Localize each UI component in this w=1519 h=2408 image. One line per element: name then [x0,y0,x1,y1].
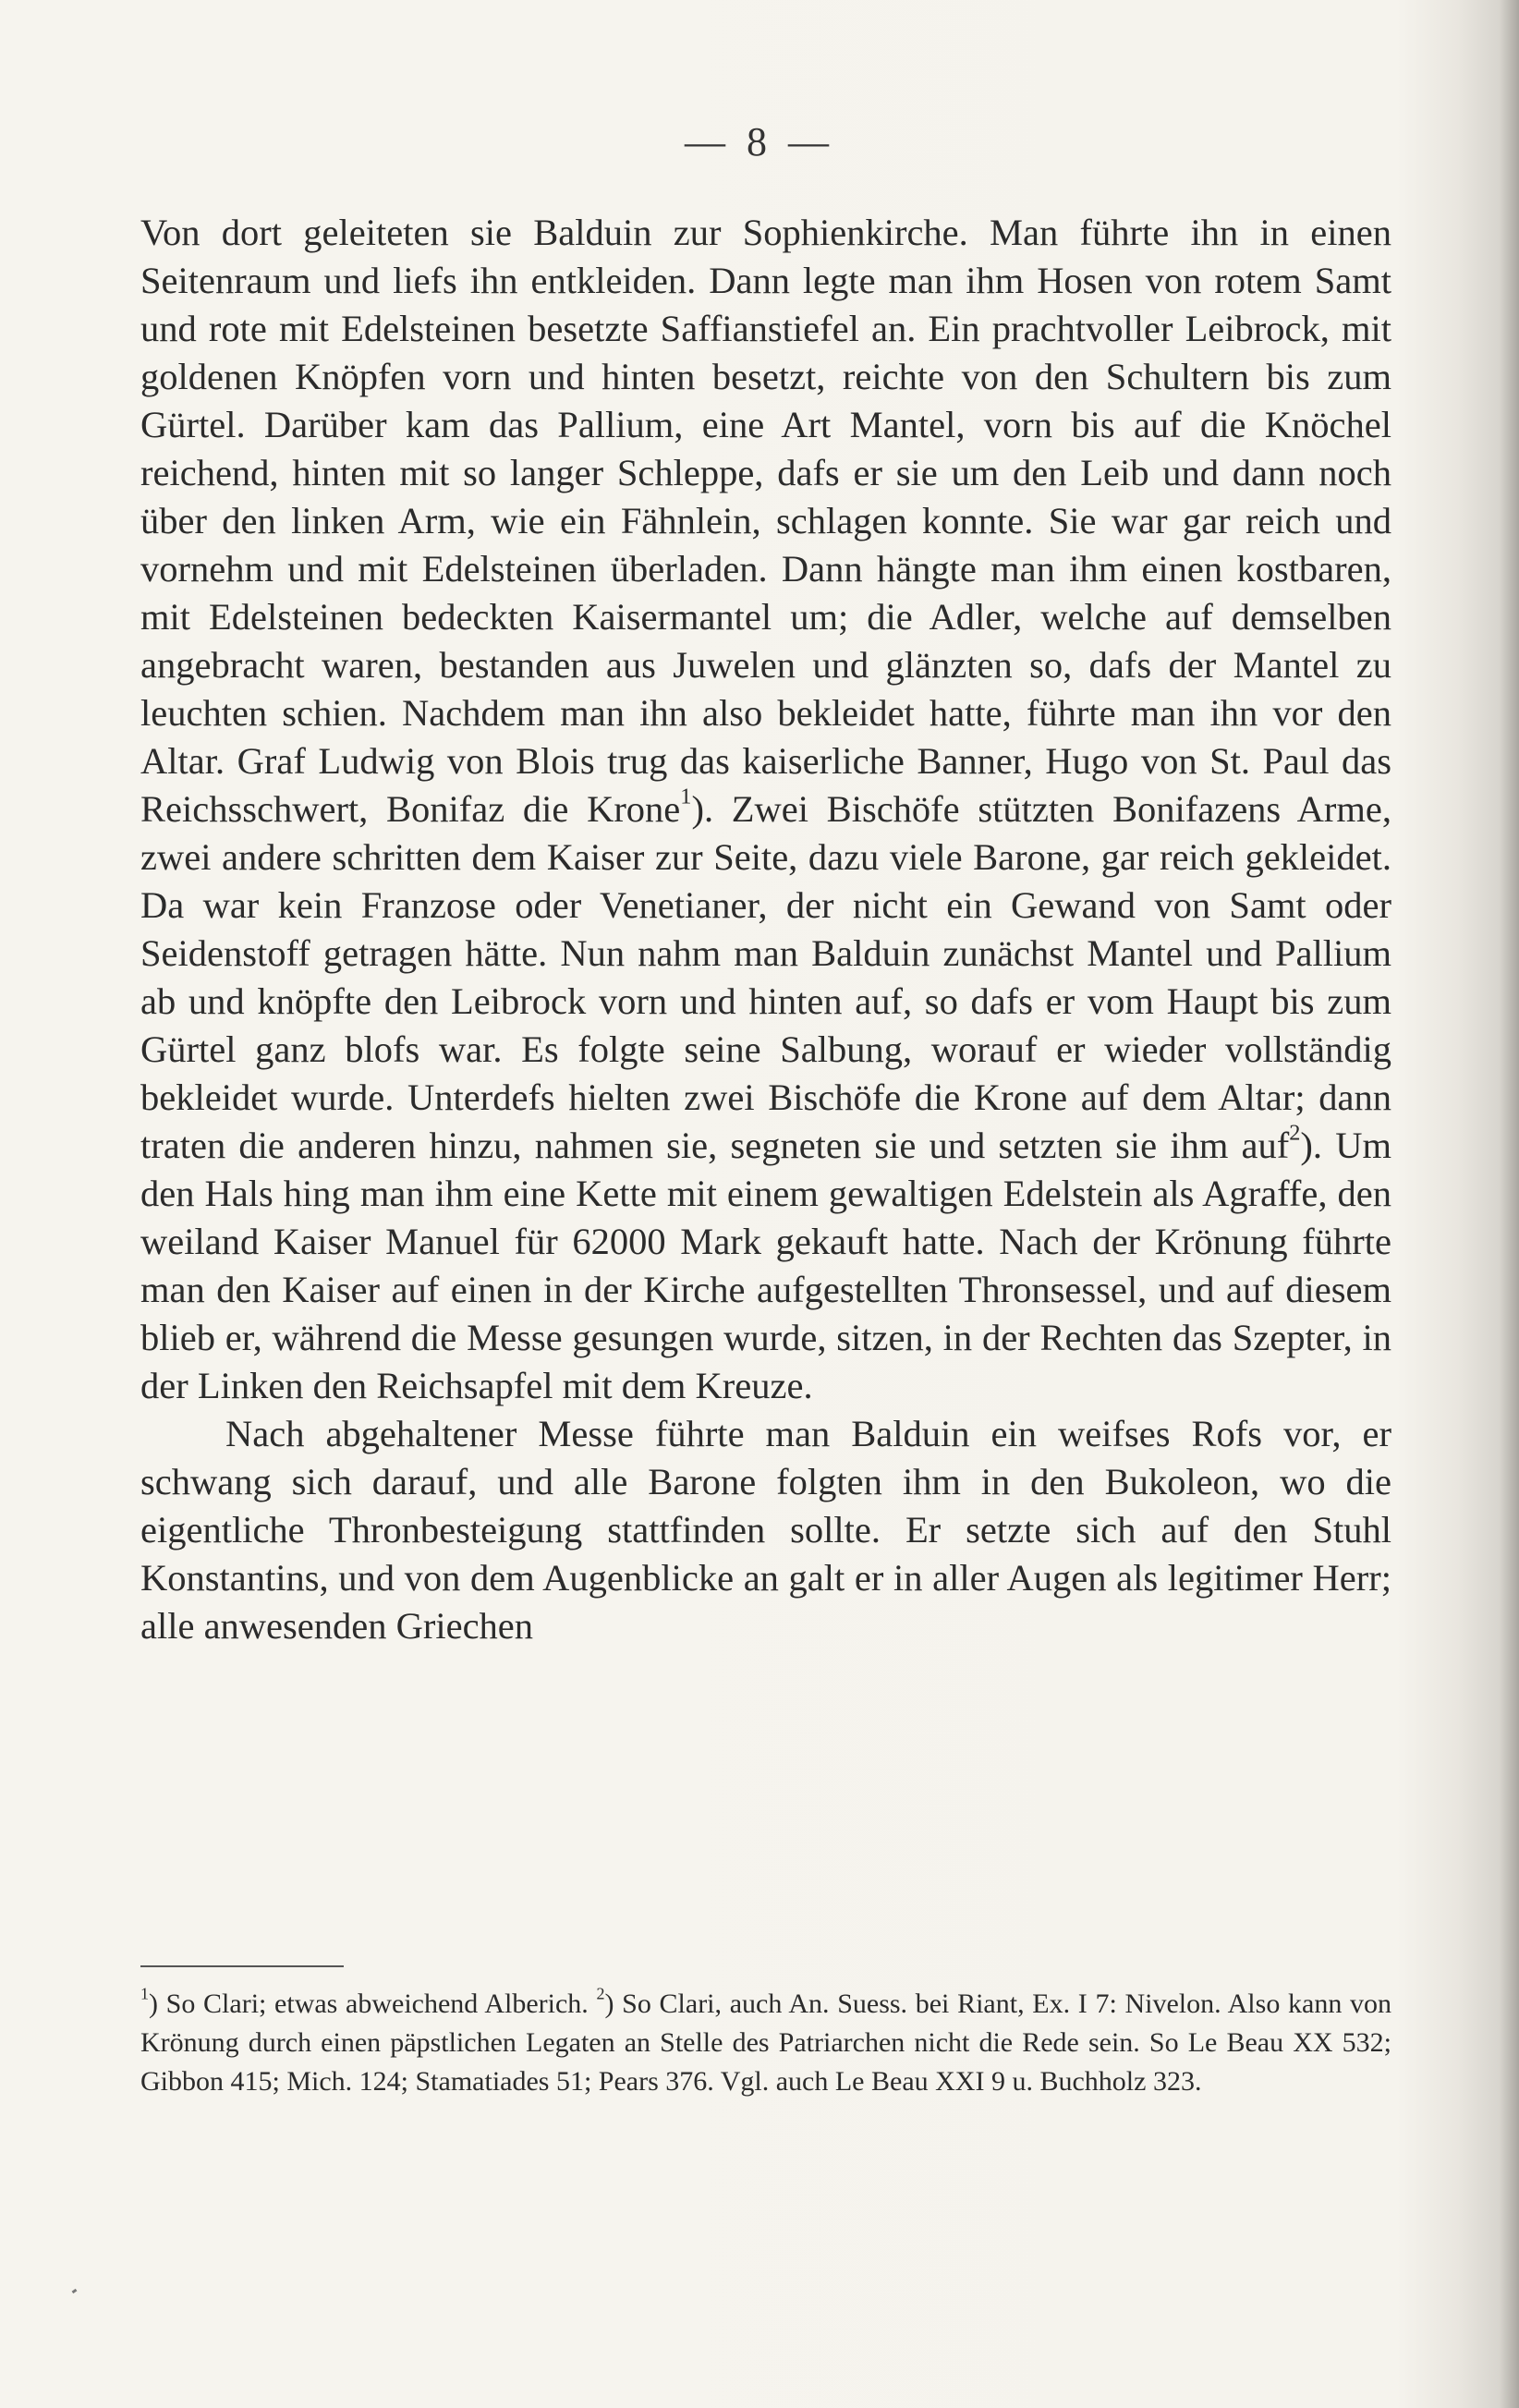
main-text [140,209,1391,1650]
page-edge-shadow [1499,0,1519,2408]
paragraph-1-part-1: Von dort geleiteten sie Balduin zur Sophienkirche. Man führte ihn in einen Seitenraum und liefs ihn entkleiden. Dann legte man ihm Hosen von rotem Samt und rote mit Edelsteinen besetzte Saffianstiefel an. Ein prachtvoller Leibrock, mit goldenen Knöpfen vorn und hinten besetzt, reichte von den Schultern bis zum Gürtel. Darüber kam das Pallium, eine Art Mantel, vorn bis auf die Knöchel reichend, hinten mit so langer Schleppe, dafs er sie um den Leib und dann noch über den linken Arm, wie ein Fähnlein, schlagen konnte. Sie war gar reich und vornehm und mit Edelsteinen überladen. Dann hängte man ihm einen kostbaren, mit Edelsteinen bedeckten Kaisermantel um; die Adler, welche auf demselben angebracht waren, bestanden aus Juwelen und glänzten so, dafs der Mantel zu leuchten schien. Nachdem man ihn also bekleidet hatte, führte man ihn vor den Altar. Graf Ludwig von Blois trug das kaiserliche Banner, Hugo von St. Paul das Reichsschwert, Bonifaz die Krone [140,212,1391,830]
footnotes [140,1985,1391,2101]
paper-speck [72,2289,78,2293]
footnote-ref-2: 2 [1289,1120,1301,1146]
paragraph-1-part-2: ). Zwei Bischöfe stützten Bonifazens Arme, zwei andere schritten dem Kaiser zur Seite, dazu viele Barone, gar reich gekleidet. Da war kein Franzose oder Venetianer, der nicht ein Gewand von Samt oder Seidenstoff getragen hätte. Nun nahm man Balduin zunächst Mantel und Pallium ab und knöpfte den Leibrock vorn und hinten auf, so dafs er vom Haupt bis zum Gürtel ganz blofs war. Es folgte seine Salbung, worauf er wieder vollständig bekleidet wurde. Unterdefs hielten zwei Bischöfe die Krone auf dem Altar; dann traten die anderen hinzu, nahmen sie, segneten sie und setzten sie ihm auf [140,788,1391,1166]
footnote-separator [140,1965,344,1967]
footnote-marker-1: 1 [140,1984,149,2003]
paragraph-2 [140,1410,1391,1650]
paragraph-1-part-3: ). Um den Hals hing man ihm eine Kette mit einem gewaltigen Edelstein als Agraffe, den weiland Kaiser Manuel für 62000 Mark gekauft hatte. Nach der Krönung führte man den Kaiser auf einen in der Kirche aufgestellten Thronsessel, und auf diesem blieb er, während die Messe gesungen wurde, sitzen, in der Rechten das Szepter, in der Linken den Reichsapfel mit dem Kreuze. [140,1125,1391,1406]
footnote-marker-2: 2 [596,1984,605,2003]
paragraph-2-part-1: Nach abgehaltener Messe führte man Balduin ein weifses Rofs vor, er schwang sich darauf, und alle Barone folgten ihm in den Bukoleon, wo die eigentliche Thronbesteigung stattfinden sollte. Er setzte sich auf den Stuhl Konstantins, und von dem Augenblicke an galt er in aller Augen als legitimer Herr; alle anwesenden Griechen [140,1413,1391,1647]
footnote-block [140,1985,1391,2101]
footnote-text-2: ) So Clari, auch An. Suess. bei Riant, Ex. I 7: Nivelon. Also kann von Krönung durch einen päpstlichen Legaten an Stelle des Patriarchen nicht die Rede sein. So Le Beau XX 532; Gibbon 415; Mich. 124; Stamatiades 51; Pears 376. Vgl. auch Le Beau XXI 9 u. Buchholz 323. [140,1988,1391,2097]
footnote-text-1: ) So Clari; etwas abweichend Alberich. [149,1988,597,2019]
paragraph-1 [140,209,1391,1410]
page-number: — 8 — [685,119,834,164]
footnote-ref-1: 1 [680,784,692,809]
